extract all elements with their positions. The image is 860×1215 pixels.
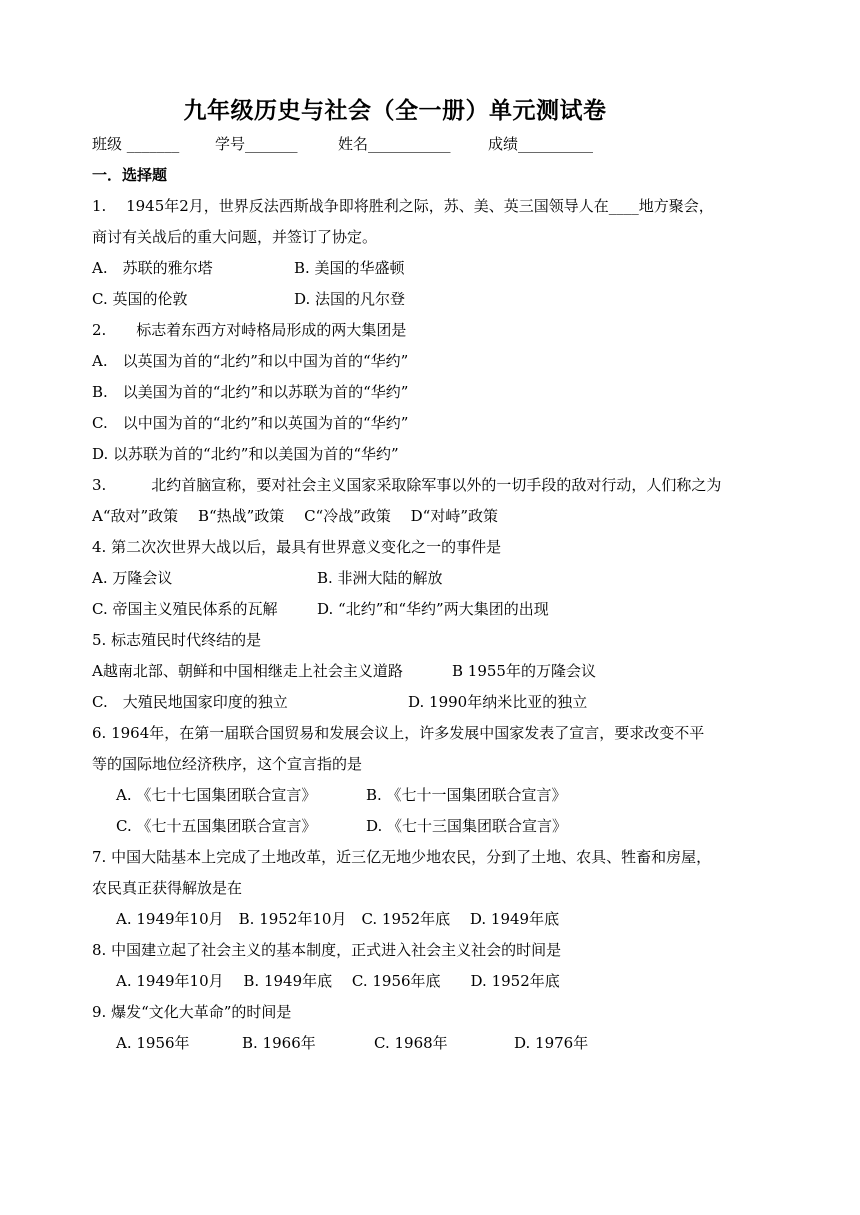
question-3-stem: 3. 北约首脑宣称，要对社会主义国家采取除军事以外的一切手段的敌对行动，人们称之为 <box>92 476 722 494</box>
question-6-options-row-1 <box>92 784 792 815</box>
class-field: 班级 _______ <box>92 135 180 153</box>
question-6-stem-cont: 等的国际地位经济秩序，这个宣言指的是 <box>92 755 363 773</box>
question-6-options-row-2 <box>92 815 792 846</box>
question-5-options-row-1 <box>92 660 792 691</box>
question-4-options-row-2 <box>92 598 792 629</box>
question-1-option-b: B. 美国的华盛顿 <box>294 259 405 277</box>
question-1-option-d: D. 法国的凡尔登 <box>294 290 406 308</box>
question-4-option-c: C. 帝国主义殖民体系的瓦解 <box>92 600 278 618</box>
question-8-stem: 8. 中国建立起了社会主义的基本制度，正式进入社会主义社会的时间是 <box>92 941 562 959</box>
question-9-option-b: B. 1966年 <box>242 1034 316 1052</box>
question-5-option-b: B 1955年的万隆会议 <box>452 662 596 680</box>
question-4-option-b: B. 非洲大陆的解放 <box>317 569 443 587</box>
question-list <box>92 164 792 1063</box>
question-1-stem: 1. 1945年2月，世界反法西斯战争即将胜利之际，苏、美、英三国领导人在____地方聚会， <box>92 197 714 215</box>
name-field: 姓名___________ <box>338 135 451 153</box>
question-4-options-row-1 <box>92 567 792 598</box>
question-5-options-row-2 <box>92 691 792 722</box>
section-heading: 一．选择题 <box>92 166 168 184</box>
question-5-option-a: A越南北部、朝鲜和中国相继走上社会主义道路 <box>92 662 403 680</box>
question-5-option-c: C. 大殖民地国家印度的独立 <box>92 693 288 711</box>
question-1-stem-cont: 商讨有关战后的重大问题，并签订了协定。 <box>92 228 378 246</box>
question-9-options <box>92 1032 792 1063</box>
question-6-option-a: A. 《七十七国集团联合宣言》 <box>116 786 317 804</box>
score-field: 成绩__________ <box>488 135 594 153</box>
question-9-option-a: A. 1956年 <box>116 1034 190 1052</box>
question-5-option-d: D. 1990年纳米比亚的独立 <box>408 693 588 711</box>
question-6-stem: 6. 1964年，在第一届联合国贸易和发展会议上，许多发展中国家发表了宣言，要求改变不平 <box>92 724 705 742</box>
question-2-option-b: B. 以美国为首的“北约”和以苏联为首的“华约” <box>92 383 409 401</box>
question-9-option-c: C. 1968年 <box>374 1034 448 1052</box>
question-1-options-row-2 <box>92 288 792 319</box>
question-9-stem: 9. 爆发“文化大革命”的时间是 <box>92 1003 292 1021</box>
question-8-options: A. 1949年10月 B. 1949年底 C. 1956年底 D. 1952年底 <box>116 972 560 990</box>
question-4-option-a: A. 万隆会议 <box>92 569 173 587</box>
question-4-stem: 4. 第二次次世界大战以后，最具有世界意义变化之一的事件是 <box>92 538 502 556</box>
question-2-option-d: D. 以苏联为首的“北约”和以美国为首的“华约” <box>92 445 399 463</box>
question-2-stem: 2. 标志着东西方对峙格局形成的两大集团是 <box>92 321 407 339</box>
question-1-option-a: A. 苏联的雅尔塔 <box>92 259 213 277</box>
page-title: 九年级历史与社会（全一册）单元测试卷 <box>183 98 607 124</box>
question-6-option-d: D. 《七十三国集团联合宣言》 <box>366 817 568 835</box>
question-6-option-c: C. 《七十五国集团联合宣言》 <box>116 817 317 835</box>
question-5-stem: 5. 标志殖民时代终结的是 <box>92 631 262 649</box>
student-number-field: 学号_______ <box>215 135 298 153</box>
question-7-stem: 7. 中国大陆基本上完成了土地改革，近三亿无地少地农民，分到了土地、农具、牲畜和房屋， <box>92 848 712 866</box>
question-9-option-d: D. 1976年 <box>514 1034 589 1052</box>
question-1-options-row-1 <box>92 257 792 288</box>
question-4-option-d: D. “北约”和“华约”两大集团的出现 <box>317 600 549 618</box>
question-6-option-b: B. 《七十一国集团联合宣言》 <box>366 786 567 804</box>
student-info-line <box>92 133 593 154</box>
question-3-options: A“敌对”政策 B“热战”政策 C“冷战”政策 D“对峙”政策 <box>92 507 499 525</box>
question-2-option-c: C. 以中国为首的“北约”和以英国为首的“华约” <box>92 414 409 432</box>
question-7-options: A. 1949年10月 B. 1952年10月 C. 1952年底 D. 1949年底 <box>116 910 560 928</box>
question-7-stem-cont: 农民真正获得解放是在 <box>92 879 243 897</box>
question-2-option-a: A. 以英国为首的“北约”和以中国为首的“华约” <box>92 352 409 370</box>
question-1-option-c: C. 英国的伦敦 <box>92 290 188 308</box>
